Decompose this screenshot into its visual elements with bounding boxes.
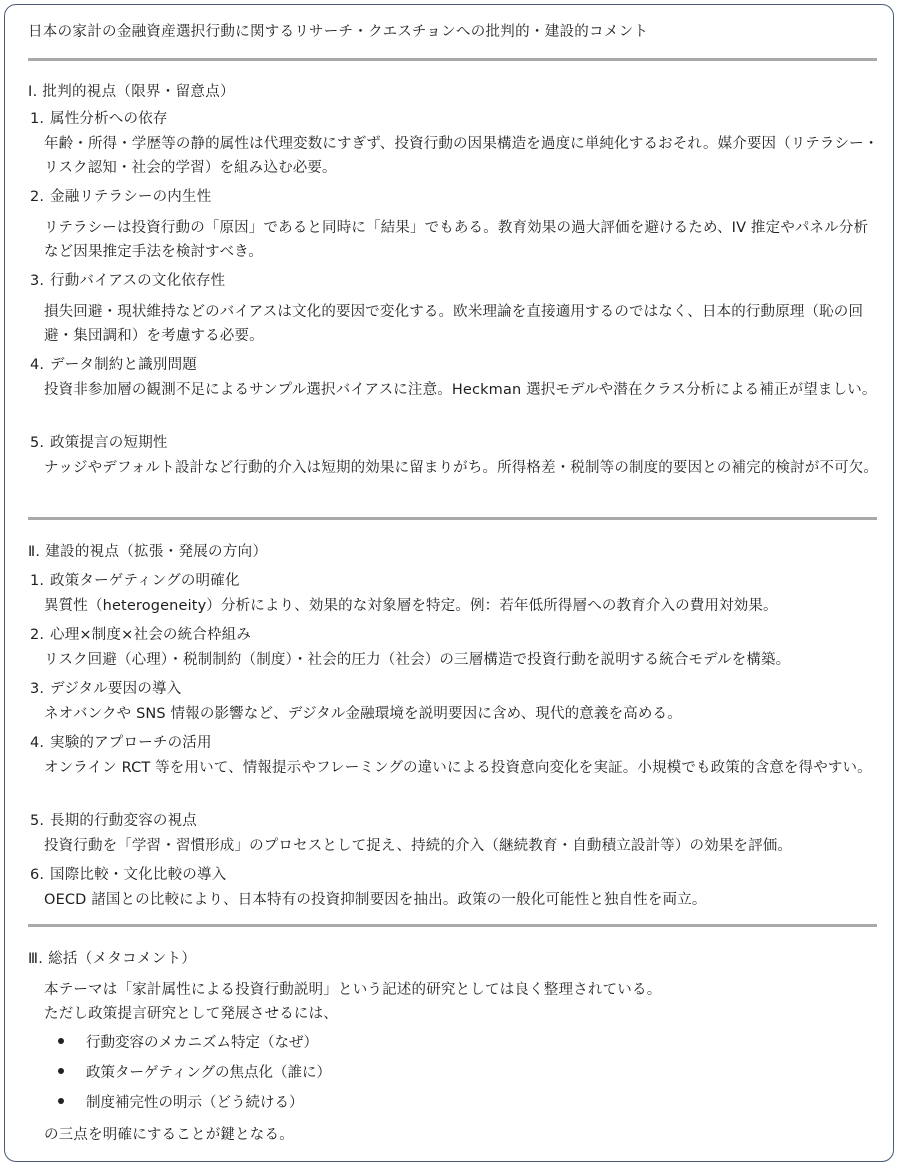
summary-bullet-2: 政策ターゲティングの焦点化（誰に） [58, 1061, 331, 1082]
item-title: デジタル要因の導入 [50, 681, 182, 697]
item-body: リテラシーは投資行動の「原因」であると同時に「結果」でもある。教育効果の過大評価を避けるため、IV 推定やパネル分析など因果推定手法を検討すべき。 [44, 220, 869, 260]
summary-bullet-1: 行動変容のメカニズム特定（なぜ） [58, 1031, 318, 1052]
item-body: ネオバンクや SNS 情報の影響など、デジタル金融環境を説明要因に含め、現代的意義を高める。 [44, 706, 682, 722]
summary-closing: の三点を明確にすることが鍵となる。 [44, 1127, 294, 1143]
item-number: 4. [30, 735, 45, 751]
item-title: 金融リテラシーの内生性 [50, 189, 212, 205]
bullet-dot-icon [58, 1038, 64, 1044]
item-title: データ制約と識別問題 [50, 357, 197, 373]
item-number: 5. [30, 813, 45, 829]
section-critical-heading: Ⅰ. 批判的視点（限界・留意点） [28, 84, 235, 100]
item-title: 政策提言の短期性 [50, 435, 168, 451]
critical-item-1 [30, 108, 880, 180]
constructive-item-4 [30, 732, 880, 780]
item-body: OECD 諸国との比較により、日本特有の投資抑制要因を抽出。政策の一般化可能性と独自性を両立。 [44, 892, 707, 908]
item-body: リスク回避（心理）・税制制約（制度）・社会的圧力（社会）の三層構造で投資行動を説明する統合モデルを構築。 [44, 652, 791, 668]
item-title: 属性分析への依存 [50, 111, 168, 127]
item-body: 年齢・所得・学歴等の静的属性は代理変数にすぎず、投資行動の因果構造を過度に単純化するおそれ。媒介要因（リテラシー・リスク認知・社会的学習）を組み込む必要。 [44, 136, 879, 176]
item-title: 行動バイアスの文化依存性 [50, 273, 226, 289]
critical-item-5 [30, 432, 880, 480]
item-number: 2. [30, 189, 45, 205]
item-title: 政策ターゲティングの明確化 [50, 573, 240, 589]
item-number: 5. [30, 435, 45, 451]
item-title: 実験的アプローチの活用 [50, 735, 212, 751]
summary-line-2: ただし政策提言研究として発展させるには、 [44, 1006, 338, 1022]
item-title: 長期的行動変容の視点 [50, 813, 197, 829]
critical-item-4 [30, 354, 880, 402]
item-body: 損失回避・現状維持などのバイアスは文化的要因で変化する。欧米理論を直接適用するのではなく、日本的行動原理（恥の回避・集団調和）を考慮する必要。 [44, 304, 864, 344]
divider [28, 924, 877, 927]
item-number: 3. [30, 681, 45, 697]
divider [28, 517, 877, 520]
item-body: オンライン RCT 等を用いて、情報提示やフレーミングの違いによる投資意向変化を実証。小規模でも政策的含意を得やすい。 [44, 760, 872, 776]
item-title: 国際比較・文化比較の導入 [50, 867, 227, 883]
page-title: 日本の家計の金融資産選択行動に関するリサーチ・クエスチョンへの批判的・建設的コメント [28, 24, 649, 40]
divider [28, 58, 877, 61]
item-body: ナッジやデフォルト設計など行動的介入は短期的効果に留まりがち。所得格差・税制等の制度的要因との補完的検討が不可欠。 [44, 460, 879, 476]
item-body: 投資行動を「学習・習慣形成」のプロセスとして捉え、持続的介入（継続教育・自動積立設計等）の効果を評価。 [44, 838, 793, 854]
item-title: 心理×制度×社会の統合枠組み [50, 627, 252, 643]
section-summary-heading: Ⅲ. 総括（メタコメント） [28, 951, 197, 967]
item-body: 異質性（heterogeneity）分析により、効果的な対象層を特定。例：若年低所得層への教育介入の費用対効果。 [44, 598, 778, 614]
critical-item-2 [30, 186, 880, 264]
item-number: 3. [30, 273, 45, 289]
constructive-item-5 [30, 810, 880, 858]
item-number: 1. [30, 111, 45, 127]
section-constructive-heading: Ⅱ. 建設的視点（拡張・発展の方向） [28, 544, 268, 560]
bullet-dot-icon [58, 1068, 64, 1074]
summary-bullet-3: 制度補完性の明示（どう続ける） [58, 1091, 304, 1112]
constructive-item-1 [30, 570, 880, 618]
item-body: 投資非参加層の観測不足によるサンプル選択バイアスに注意。Heckman 選択モデルや潜在クラス分析による補正が望ましい。 [44, 382, 877, 398]
item-number: 6. [30, 867, 45, 883]
item-number: 4. [30, 357, 45, 373]
summary-line-1: 本テーマは「家計属性による投資行動説明」という記述的研究としては良く整理されている。 [44, 982, 662, 998]
item-number: 1. [30, 573, 45, 589]
bullet-dot-icon [58, 1098, 64, 1104]
constructive-item-2 [30, 624, 880, 672]
constructive-item-3 [30, 678, 880, 726]
constructive-item-6 [30, 864, 880, 912]
item-number: 2. [30, 627, 45, 643]
critical-item-3 [30, 270, 880, 348]
